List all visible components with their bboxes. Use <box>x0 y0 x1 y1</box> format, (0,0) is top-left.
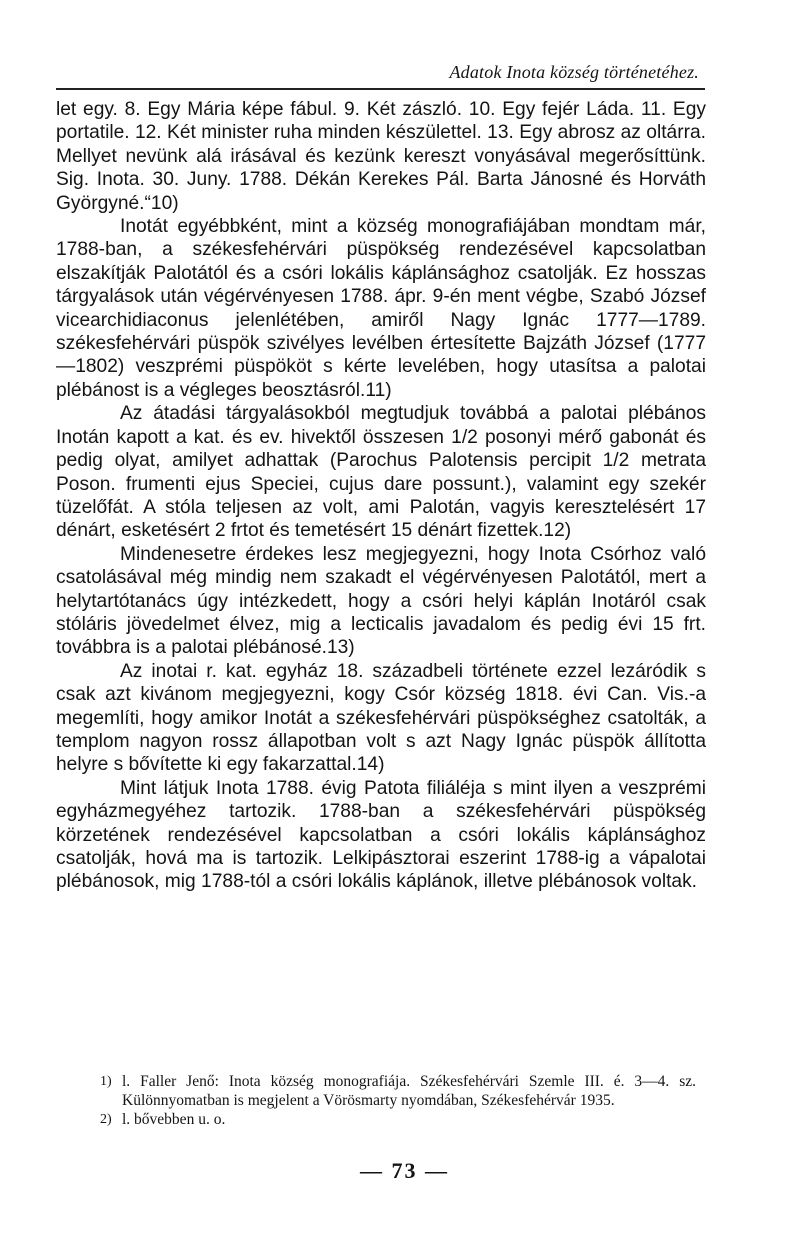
footnote-text: l. bővebben u. o. <box>122 1111 226 1128</box>
footnote <box>100 1072 696 1110</box>
footnote-mark: 1) <box>100 1074 112 1089</box>
footnotes <box>100 1072 696 1129</box>
footnote-mark: 2) <box>100 1112 112 1127</box>
running-head: Adatok Inota község történetéhez. <box>449 62 699 82</box>
page-number: — 73 — <box>360 1158 449 1183</box>
paragraph: Mindenesetre érdekes lesz megjegyezni, hogy Inota Csórhoz való csatolásával még mindig nem szakadt el végérvényesen Palotától, mert a helytartótanács úgy intézkedett, hogy a csóri helyi káplán Inotáról csak stóláris jövedelmet élvez, mig a lecticalis javadalom és pedig évi 15 frt. továbbra is a palotai plébánosé.13) <box>56 543 706 659</box>
header-rule <box>56 88 705 90</box>
body-text <box>56 98 706 894</box>
footnote <box>100 1110 696 1129</box>
footnote-text: l. Faller Jenő: Inota község monografiája. Székesfehérvári Szemle III. é. 3—4. sz. Különnyomatban is megjelent a Vörösmarty nyomdában, Székesfehérvár 1935. <box>122 1073 696 1109</box>
paragraph: Az inotai r. kat. egyház 18. századbeli története ezzel lezáródik s csak azt kivánom megjegyezni, kogy Csór község 1818. évi Can. Vis.-a megemlíti, hogy amikor Inotát a székesfehérvári püspökséghez csatolták, a templom nagyon rossz állapotban volt s azt Nagy Ignác püspök állította helyre s bővítette ki egy fakarzattal.14) <box>56 660 706 776</box>
paragraph: Inotát egyébbként, mint a község monografiájában mondtam már, 1788-ban, a székesfehérvári püspökség rendezésével kapcsolatban elszakítják Palotától és a csóri lokális káplánsághoz csatolják. Ez hosszas tárgyalások után végérvényesen 1788. ápr. 9-én ment végbe, Szabó József vicearchidiaconus jelenlétében, amiről Nagy Ignác 1777—1789. székesfehérvári püspök szivélyes levélben értesítette Bajzáth József (1777—1802) veszprémi püspököt s kérte levelében, hogy utasítsa a palotai plébánost is a végleges beosztásról.11) <box>56 216 706 401</box>
paragraph: Az átadási tárgyalásokból megtudjuk továbbá a palotai plébános Inotán kapott a kat. és ev. hivektől összesen 1/2 posonyi mérő gabonát és pedig olyat, amilyet adhattak (Parochus Palotensis percipit 1/2 metrata Poson. frumenti ejus Speciei, cujus dare possunt.), valamint egy szekér tüzelőfát. A stóla teljesen az volt, ami Palotán, vagyis keresztelésért 17 dénárt, esketésért 2 frtot és temetésért 15 dénárt fizettek.12) <box>56 403 706 542</box>
paragraph: let egy. 8. Egy Mária képe fábul. 9. Két zászló. 10. Egy fejér Láda. 11. Egy portatile. 12. Két minister ruha minden készülettel. 13. Egy abrosz az oltárra. Mellyet nevünk alá irásával és kezünk kereszt vonyásával megerősíttünk. Sig. Inota. 30. Juny. 1788. Dékán Kerekes Pál. Barta Jánosné és Horváth Györgyné.“10) <box>56 99 706 214</box>
paragraph: Mint látjuk Inota 1788. évig Patota filiáléja s mint ilyen a veszprémi egyházmegyéhez tartozik. 1788-ban a székesfehérvári püspökség körzetének rendezésével kapcsolatban a csóri lokális káplánsághoz csatolják, hová ma is tartozik. Lelkipásztorai eszerint 1788-ig a vápalotai plébánosok, mig 1788-tól a csóri lokális káplánok, illetve plébánosok voltak. <box>56 777 706 893</box>
